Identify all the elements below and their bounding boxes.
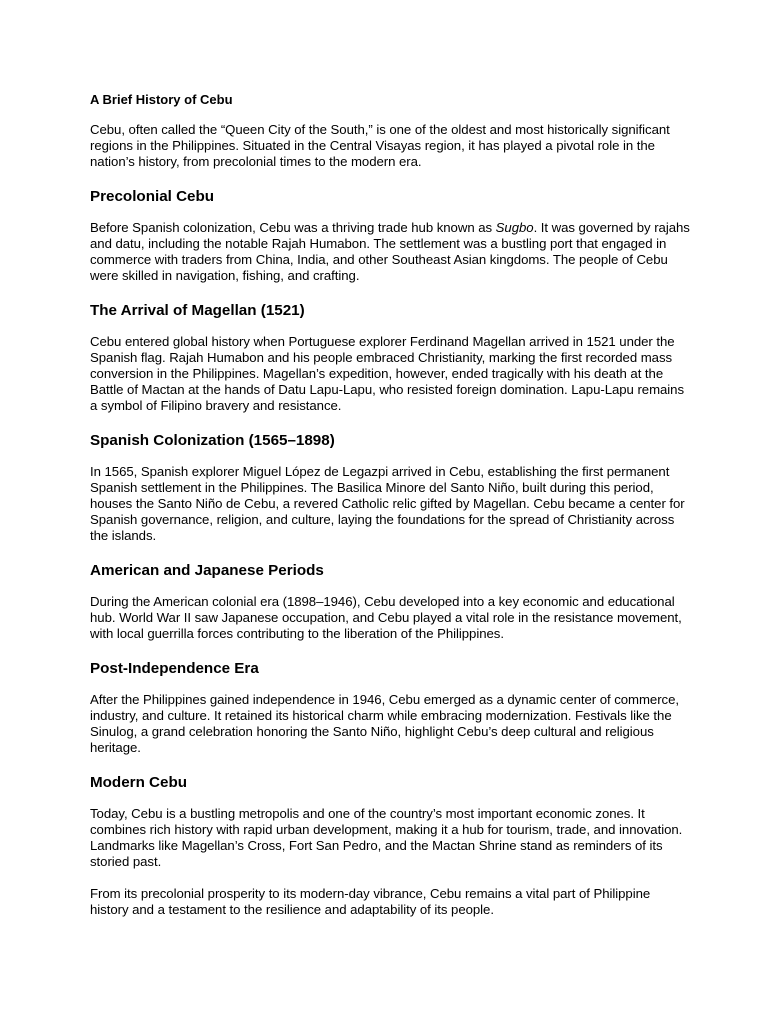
emphasis-text: Sugbo (495, 220, 534, 235)
section-paragraph-american-japanese: During the American colonial era (1898–1946), Cebu developed into a key economic and educational hub. World War II saw Japanese occupation, and Cebu played a vital role in the resistance movement, with local guerrilla forces contributing to the liberation of the Philippines. (90, 594, 682, 641)
section-paragraph-spanish-colonization: In 1565, Spanish explorer Miguel López de Legazpi arrived in Cebu, establishing the first permanent Spanish settlement in the Philippines. The Basilica Minore del Santo Niño, built during this period, houses the Santo Niño de Cebu, a revered Catholic relic gifted by Magellan. Cebu became a center for Spanish governance, religion, and culture, laying the foundations for the spread of Christianity across the islands. (90, 464, 685, 543)
section-heading-precolonial: Precolonial Cebu (90, 188, 215, 205)
section-paragraph-precolonial (90, 220, 690, 284)
section-paragraph-post-independence: After the Philippines gained independence in 1946, Cebu emerged as a dynamic center of commerce, industry, and culture. It retained its historical charm while embracing modernization. Festivals like the Sinulog, a grand celebration honoring the Santo Niño, highlight Cebu’s deep cultural and religious heritage. (90, 692, 679, 755)
section-heading-modern-cebu: Modern Cebu (90, 774, 188, 791)
section-paragraph-modern-cebu: Today, Cebu is a bustling metropolis and one of the country’s most important economic zones. It combines rich history with rapid urban development, making it a hub for tourism, trade, and innovation. Landmarks like Magellan’s Cross, Fort San Pedro, and the Mactan Shrine stand as reminders of its storied past. (90, 806, 683, 869)
section-heading-post-independence: Post-Independence Era (90, 660, 259, 677)
paragraph-text: . It was governed by rajahs and datu, including the notable Rajah Humabon. The settlement was a bustling port that engaged in commerce with traders from China, India, and other Southeast Asian kingdoms. The people of Cebu were skilled in navigation, fishing, and crafting. (90, 220, 690, 283)
paragraph-text: Before Spanish colonization, Cebu was a thriving trade hub known as (90, 220, 496, 235)
section-heading-magellan: The Arrival of Magellan (1521) (90, 302, 305, 319)
section-heading-american-japanese: American and Japanese Periods (90, 562, 324, 579)
document-body (90, 92, 690, 918)
closing-paragraph: From its precolonial prosperity to its modern-day vibrance, Cebu remains a vital part of Philippine history and a testament to the resilience and adaptability of its people. (90, 886, 651, 917)
intro-paragraph: Cebu, often called the “Queen City of the South,” is one of the oldest and most historically significant regions in the Philippines. Situated in the Central Visayas region, it has played a pivotal role in the nation’s history, from precolonial times to the modern era. (90, 122, 670, 169)
section-heading-spanish-colonization: Spanish Colonization (1565–1898) (90, 432, 335, 449)
section-paragraph-magellan: Cebu entered global history when Portuguese explorer Ferdinand Magellan arrived in 1521 under the Spanish flag. Rajah Humabon and his people embraced Christianity, marking the first recorded mass conversion in the Philippines. Magellan’s expedition, however, ended tragically with his death at the Battle of Mactan at the hands of Datu Lapu-Lapu, who resisted foreign domination. Lapu-Lapu remains a symbol of Filipino bravery and resistance. (90, 334, 684, 413)
document-title: A Brief History of Cebu (90, 92, 233, 107)
